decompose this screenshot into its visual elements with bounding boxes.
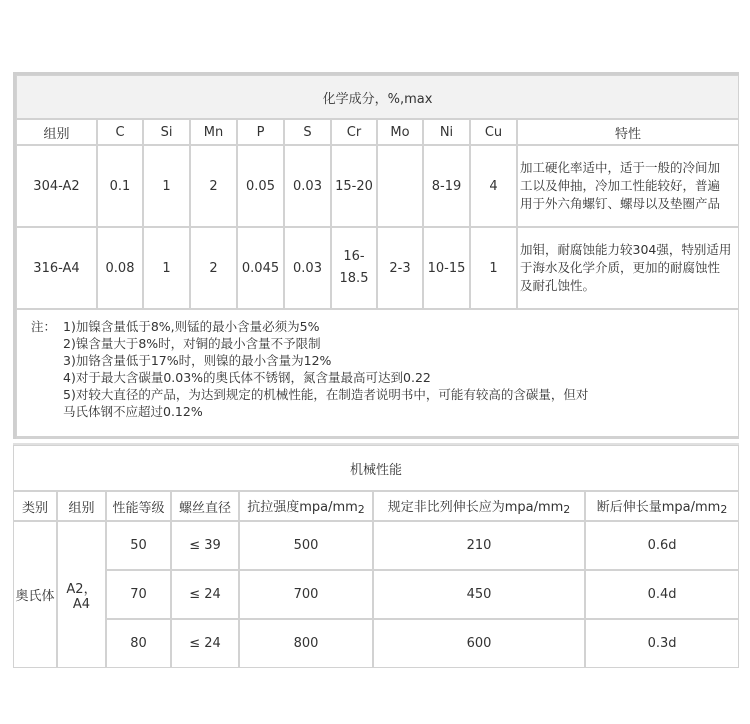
trait-line: 加工硬化率适中，适于一般的冷间加 xyxy=(520,160,721,175)
p-cell: 0.05 xyxy=(237,145,284,227)
table-row xyxy=(13,521,739,570)
thread-diameter-cell: ≤ 24 xyxy=(171,570,239,619)
category-cell: 奥氏体 xyxy=(13,521,57,668)
traits-cell xyxy=(517,227,739,309)
group-cell: 304-A2 xyxy=(16,145,97,227)
yield-cell: 210 xyxy=(373,521,585,570)
c-cell: 0.1 xyxy=(97,145,143,227)
chemical-composition-table xyxy=(13,72,739,439)
si-cell: 1 xyxy=(143,227,190,309)
cr-line: 18.5 xyxy=(339,271,369,286)
tensile-cell: 500 xyxy=(239,521,373,570)
s-cell: 0.03 xyxy=(284,145,331,227)
tensile-cell: 700 xyxy=(239,570,373,619)
mn-cell: 2 xyxy=(190,227,237,309)
elongation-cell: 0.3d xyxy=(585,619,739,668)
note-line: 3)加铬含量低于17%时，则镍的最小含量为12% xyxy=(63,353,332,368)
table-row xyxy=(13,570,739,619)
yield-cell: 450 xyxy=(373,570,585,619)
table-row xyxy=(16,145,739,227)
note-line: 2)镍含量大于8%时，对铜的最小含量不予限制 xyxy=(63,336,321,351)
p-cell: 0.045 xyxy=(237,227,284,309)
col-header-cr: Cr xyxy=(331,119,377,145)
cr-cell xyxy=(331,227,377,309)
tensile-unit-subscript: 2 xyxy=(357,503,365,516)
grade-cell: 50 xyxy=(106,521,171,570)
col-header-p: P xyxy=(237,119,284,145)
col-header-ni: Ni xyxy=(423,119,470,145)
col-header-group: 组别 xyxy=(57,491,106,521)
col-header-category: 类别 xyxy=(13,491,57,521)
elongation-cell: 0.6d xyxy=(585,521,739,570)
yield-unit-subscript: 2 xyxy=(563,503,571,516)
grade-cell: 70 xyxy=(106,570,171,619)
trait-line: 及耐孔蚀性。 xyxy=(520,278,596,293)
col-header-traits: 特性 xyxy=(517,119,739,145)
thread-diameter-cell: ≤ 39 xyxy=(171,521,239,570)
tensile-cell: 800 xyxy=(239,619,373,668)
elongation-unit-subscript: 2 xyxy=(720,503,728,516)
yield-label: 规定非比列伸长应为mpa/mm xyxy=(387,500,564,515)
notes-label: 注： xyxy=(31,319,57,334)
tensile-label: 抗拉强度mpa/mm xyxy=(247,500,358,515)
trait-line: 工以及伸抽，冷加工性能较好，普遍 xyxy=(520,178,721,193)
mn-cell: 2 xyxy=(190,145,237,227)
cu-cell: 1 xyxy=(470,227,517,309)
cu-cell: 4 xyxy=(470,145,517,227)
trait-line: 用于外六角螺钉、螺母以及垫圈产品 xyxy=(520,196,721,211)
col-header-mo: Mo xyxy=(377,119,423,145)
mechanical-properties-table xyxy=(13,443,739,668)
thread-diameter-cell: ≤ 24 xyxy=(171,619,239,668)
table-row xyxy=(13,619,739,668)
si-cell: 1 xyxy=(143,145,190,227)
elongation-cell: 0.4d xyxy=(585,570,739,619)
note-line: 马氏体钢不应超过0.12% xyxy=(63,404,203,419)
c-cell: 0.08 xyxy=(97,227,143,309)
s-cell: 0.03 xyxy=(284,227,331,309)
mo-cell xyxy=(377,145,423,227)
notes-cell xyxy=(16,309,739,439)
note-line: 5)对较大直径的产品，为达到规定的机械性能，在制造者说明书中，可能有较高的含碳量，但对 xyxy=(63,387,589,402)
col-header-grade: 性能等级 xyxy=(106,491,171,521)
group-cell: A2，A4 xyxy=(57,521,106,668)
mo-cell: 2-3 xyxy=(377,227,423,309)
note-line: 4)对于最大含碳量0.03%的奥氏体不锈钢，氮含量最高可达到0.22 xyxy=(63,370,431,385)
chemical-title: 化学成分，%,max xyxy=(16,75,739,119)
traits-cell xyxy=(517,145,739,227)
col-header-c: C xyxy=(97,119,143,145)
cr-line: 16- xyxy=(343,249,365,264)
col-header-yield xyxy=(373,491,585,521)
ni-cell: 10-15 xyxy=(423,227,470,309)
col-header-elongation xyxy=(585,491,739,521)
col-header-si: Si xyxy=(143,119,190,145)
col-header-group: 组别 xyxy=(16,119,97,145)
mechanical-title: 机械性能 xyxy=(13,445,739,491)
cr-cell: 15-20 xyxy=(331,145,377,227)
col-header-cu: Cu xyxy=(470,119,517,145)
trait-line: 加钼，耐腐蚀能力较304强，特别适用 xyxy=(520,242,732,257)
elongation-label: 断后伸长量mpa/mm xyxy=(596,500,721,515)
trait-line: 于海水及化学介质，更加的耐腐蚀性 xyxy=(520,260,721,275)
ni-cell: 8-19 xyxy=(423,145,470,227)
col-header-tensile xyxy=(239,491,373,521)
grade-cell: 80 xyxy=(106,619,171,668)
notes-list xyxy=(63,318,738,420)
note-line: 1)加镍含量低于8%,则锰的最小含量必须为5% xyxy=(63,319,320,334)
col-header-mn: Mn xyxy=(190,119,237,145)
yield-cell: 600 xyxy=(373,619,585,668)
col-header-s: S xyxy=(284,119,331,145)
col-header-thread-diameter: 螺丝直径 xyxy=(171,491,239,521)
group-cell: 316-A4 xyxy=(16,227,97,309)
table-row xyxy=(16,227,739,309)
